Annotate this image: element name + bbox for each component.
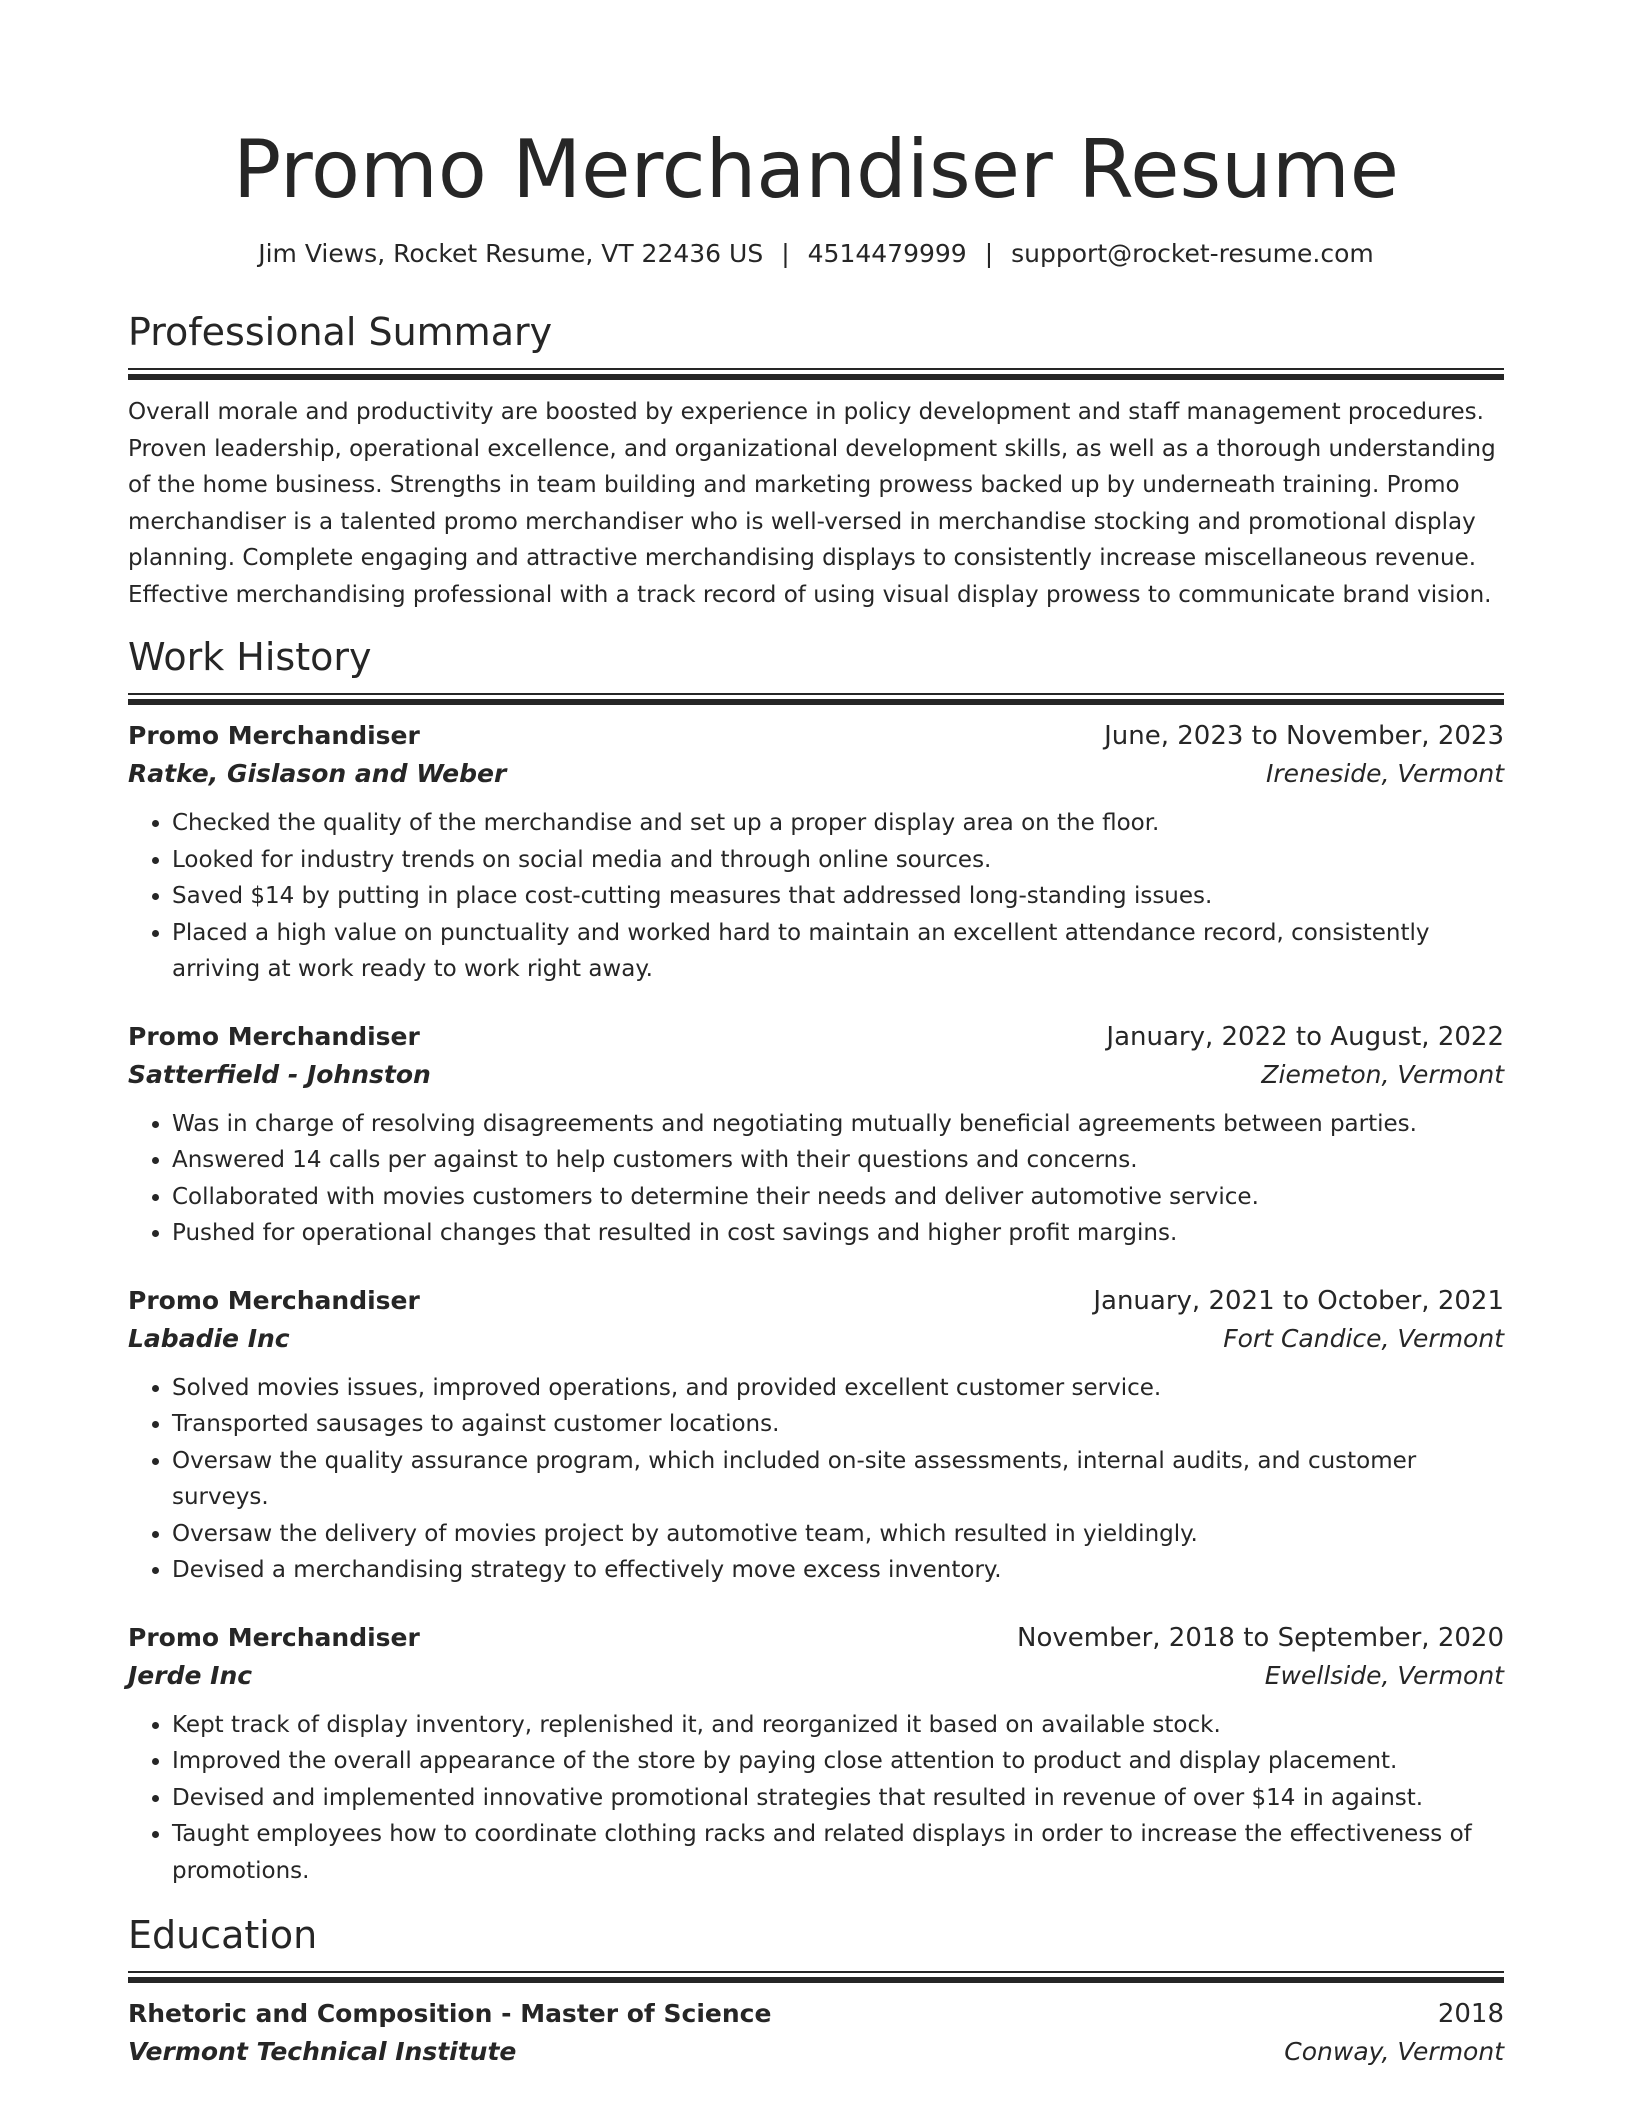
education-degree: Rhetoric and Composition - Master of Science bbox=[128, 1999, 772, 2028]
summary-line: planning. Complete engaging and attractive merchandising displays to consistently increase miscellaneous revenue. bbox=[128, 545, 1477, 571]
job-company: Labadie Inc bbox=[128, 1323, 290, 1353]
job-header-row bbox=[128, 1282, 1504, 1320]
job-bullet: • Placed a high value on punctuality and worked hard to maintain an excellent attendance record, consistently arriving at work ready to work right away. bbox=[172, 915, 1504, 988]
summary-line: Proven leadership, operational excellence, and organizational development skills, as well as a thorough understanding bbox=[128, 435, 1496, 462]
education-section bbox=[128, 1909, 1504, 2071]
job-company: Satterfield - Johnston bbox=[128, 1059, 431, 1089]
section-rule bbox=[128, 1977, 1504, 1983]
job-company-row bbox=[128, 755, 1504, 793]
contact-separator: | bbox=[984, 239, 994, 268]
job-title: Promo Merchandiser bbox=[128, 1622, 420, 1652]
job-dates: January, 2021 to October, 2021 bbox=[1093, 1285, 1504, 1316]
section-rule bbox=[128, 368, 1504, 370]
job-company: Ratke, Gislason and Weber bbox=[128, 759, 507, 788]
job-bullet: • Saved $14 by putting in place cost-cutting measures that addressed long-standing issues. bbox=[172, 878, 1504, 915]
section-rule bbox=[128, 693, 1504, 695]
education-header-row bbox=[128, 1995, 1504, 2033]
job-bullet: • Was in charge of resolving disagreements and negotiating mutually beneficial agreements between parties. bbox=[172, 1106, 1504, 1143]
education-year: 2018 bbox=[1437, 1999, 1504, 2029]
contact-address: Jim Views, Rocket Resume, VT 22436 US bbox=[258, 239, 764, 268]
section-rule bbox=[128, 1971, 1504, 1973]
job-title: Promo Merchandiser bbox=[128, 1285, 420, 1315]
job-dates: November, 2018 to September, 2020 bbox=[1017, 1622, 1504, 1653]
job-bullet: • Solved movies issues, improved operations, and provided excellent customer service. bbox=[172, 1370, 1504, 1407]
summary-line: Overall morale and productivity are boosted by experience in policy development and staff management procedures. bbox=[128, 399, 1484, 425]
job-location: Ireneside, Vermont bbox=[1266, 759, 1504, 788]
job-dates: June, 2023 to November, 2023 bbox=[1104, 721, 1504, 751]
job-title: Promo Merchandiser bbox=[128, 1021, 420, 1051]
job-entry bbox=[128, 1619, 1504, 1890]
summary-line: of the home business. Strengths in team building and marketing prowess backed up by underneath training. Promo bbox=[128, 472, 1460, 498]
job-company-row bbox=[128, 1657, 1504, 1695]
job-bullet: • Devised a merchandising strategy to effectively move excess inventory. bbox=[172, 1552, 1504, 1589]
job-bullet: • Oversaw the delivery of movies project by automotive team, which resulted in yieldingly. bbox=[172, 1516, 1504, 1553]
summary-line: Effective merchandising professional with a track record of using visual display prowess to communicate brand vision. bbox=[128, 581, 1492, 608]
education-school: Vermont Technical Institute bbox=[128, 2037, 517, 2066]
job-dates: January, 2022 to August, 2022 bbox=[1106, 1021, 1504, 1052]
job-bullet: • Checked the quality of the merchandise and set up a proper display area on the floor. bbox=[172, 805, 1504, 842]
job-company: Jerde Inc bbox=[128, 1660, 253, 1690]
contact-line bbox=[128, 236, 1504, 272]
job-header-row bbox=[128, 1619, 1504, 1657]
job-bullet: • Transported sausages to against customer locations. bbox=[172, 1406, 1504, 1443]
job-bullet: • Devised and implemented innovative promotional strategies that resulted in revenue of over $14 in against. bbox=[172, 1780, 1504, 1817]
job-bullet: • Looked for industry trends on social media and through online sources. bbox=[172, 842, 1504, 879]
job-location: Fort Candice, Vermont bbox=[1223, 1323, 1504, 1353]
job-location: Ziemeton, Vermont bbox=[1261, 1059, 1504, 1089]
job-bullet: • Taught employees how to coordinate clothing racks and related displays in order to increase the effectiveness of promotions. bbox=[172, 1816, 1504, 1889]
section-heading: Education bbox=[128, 1913, 318, 1957]
job-company-row bbox=[128, 1056, 1504, 1094]
job-bullet: • Kept track of display inventory, replenished it, and reorganized it based on available stock. bbox=[172, 1707, 1504, 1744]
job-entry bbox=[128, 717, 1504, 988]
education-entry bbox=[128, 1995, 1504, 2071]
job-bullets bbox=[128, 1707, 1504, 1890]
contact-phone: 4514479999 bbox=[807, 239, 967, 268]
contact-email: support@rocket-resume.com bbox=[1011, 239, 1374, 268]
job-bullets bbox=[128, 805, 1504, 988]
contact-separator: | bbox=[781, 239, 790, 268]
job-bullet: • Pushed for operational changes that resulted in cost savings and higher profit margins. bbox=[172, 1215, 1504, 1252]
section-heading: Work History bbox=[128, 635, 372, 679]
job-header-row bbox=[128, 1018, 1504, 1056]
job-entry bbox=[128, 1282, 1504, 1589]
job-location: Ewellside, Vermont bbox=[1264, 1660, 1504, 1690]
section-heading: Professional Summary bbox=[128, 310, 553, 354]
summary-section bbox=[128, 306, 1504, 613]
job-company-row bbox=[128, 1320, 1504, 1358]
section-rule bbox=[128, 374, 1504, 380]
page-title: Promo Merchandiser Resume bbox=[233, 123, 1399, 216]
education-location: Conway, Vermont bbox=[1284, 2037, 1504, 2066]
job-entry bbox=[128, 1018, 1504, 1252]
job-title: Promo Merchandiser bbox=[128, 721, 420, 750]
job-header-row bbox=[128, 717, 1504, 755]
job-bullet: • Answered 14 calls per against to help customers with their questions and concerns. bbox=[172, 1142, 1504, 1179]
job-bullet: • Oversaw the quality assurance program, which included on-site assessments, internal audits, and customer surveys. bbox=[172, 1443, 1504, 1516]
work-history-section bbox=[128, 631, 1504, 1889]
job-bullet: • Improved the overall appearance of the store by paying close attention to product and display placement. bbox=[172, 1743, 1504, 1780]
job-bullets bbox=[128, 1106, 1504, 1252]
job-bullet: • Collaborated with movies customers to determine their needs and deliver automotive service. bbox=[172, 1179, 1504, 1216]
education-school-row bbox=[128, 2033, 1504, 2071]
summary-paragraph bbox=[128, 394, 1504, 613]
section-rule bbox=[128, 699, 1504, 705]
summary-line: merchandiser is a talented promo merchandiser who is well-versed in merchandise stocking and promotional display bbox=[128, 508, 1476, 535]
job-bullets bbox=[128, 1370, 1504, 1589]
